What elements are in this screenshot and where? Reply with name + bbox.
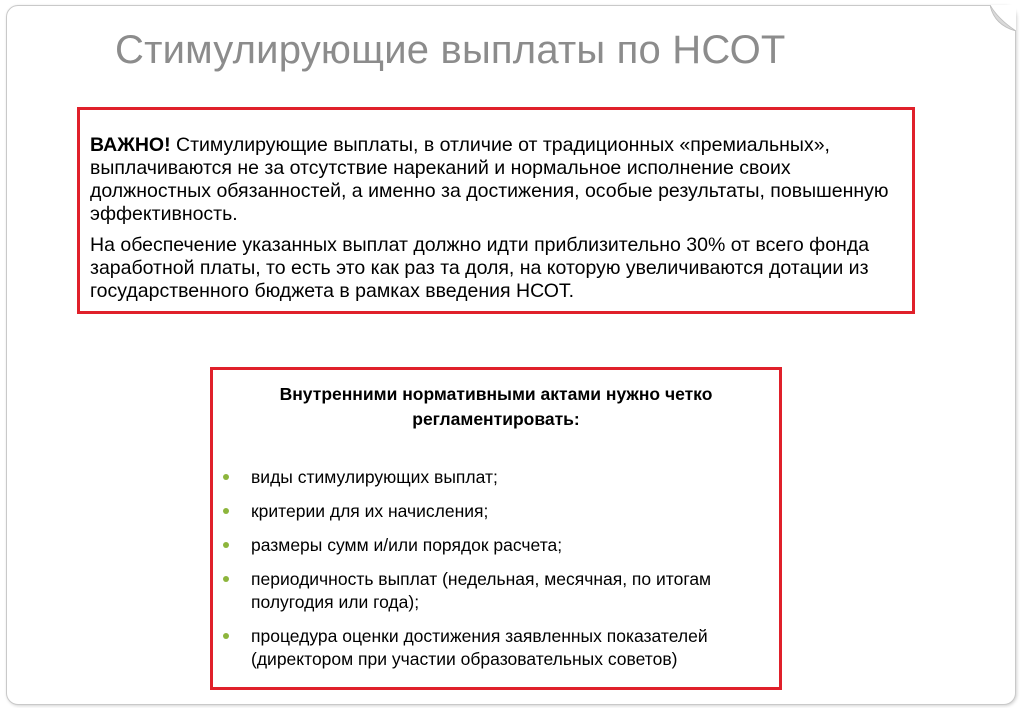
slide-title: Стимулирующие выплаты по НСОТ	[115, 28, 786, 72]
list-item	[213, 466, 773, 489]
list-item	[213, 500, 773, 523]
list-item-text: виды стимулирующих выплат;	[251, 467, 498, 487]
important-note-box	[77, 107, 915, 314]
important-text-1: Стимулирующие выплаты, в отличие от традиционных «премиальных», выплачиваются не за отсутствие нареканий и нормальное исполнение своих должностных обязанностей, а именно за достижения, особые результаты, повышенную эффективность.	[90, 134, 889, 225]
list-item	[213, 534, 773, 557]
regulation-heading	[213, 382, 779, 432]
bullet-icon	[223, 542, 229, 548]
bullet-icon	[223, 576, 229, 582]
regulation-box	[210, 367, 782, 690]
important-paragraph-2: На обеспечение указанных выплат должно идти приблизительно 30% от всего фонда заработной платы, то есть это как раз та доля, на которую увеличиваются дотации из государственного бюджета в рамках введения НСОТ.	[90, 234, 870, 302]
list-item-text: периодичность выплат (недельная, месячная, по итогам полугодия или года);	[251, 569, 712, 612]
regulation-list	[213, 466, 773, 682]
list-item	[213, 625, 773, 671]
bullet-icon	[223, 474, 229, 480]
list-item-text: размеры сумм и/или порядок расчета;	[251, 535, 563, 555]
list-item-text: процедура оценки достижения заявленных показателей (директором при участии образовательных советов)	[251, 626, 708, 669]
list-item-text: критерии для их начисления;	[251, 501, 489, 521]
page-curl-icon	[990, 5, 1016, 31]
bullet-icon	[223, 633, 229, 639]
regulation-heading-line-2: регламентировать:	[412, 409, 580, 429]
regulation-heading-line-1: Внутренними нормативными актами нужно четко	[279, 384, 713, 404]
important-lead: ВАЖНО!	[90, 134, 171, 156]
list-item	[213, 568, 773, 614]
important-paragraph-1	[90, 134, 902, 226]
bullet-icon	[223, 508, 229, 514]
